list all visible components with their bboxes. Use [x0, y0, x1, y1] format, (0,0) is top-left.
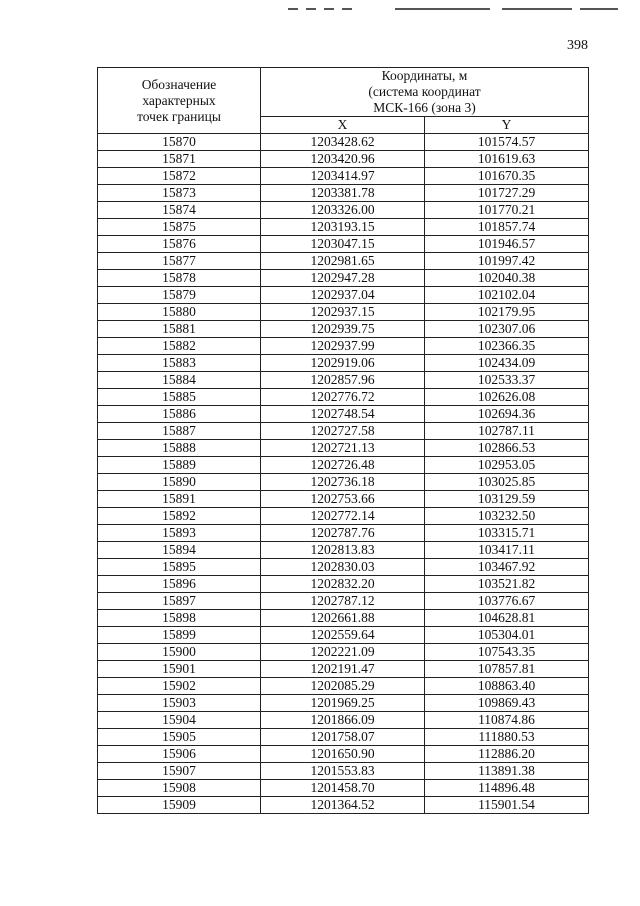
point-id-cell: 15899: [98, 627, 261, 644]
x-coordinate-cell: 1202748.54: [261, 406, 425, 423]
table-row: [98, 236, 589, 253]
x-coordinate-cell: 1202813.83: [261, 542, 425, 559]
table-row: [98, 219, 589, 236]
table-row: [98, 270, 589, 287]
point-id-cell: 15908: [98, 780, 261, 797]
x-coordinate-cell: 1202661.88: [261, 610, 425, 627]
y-coordinate-cell: 102694.36: [425, 406, 589, 423]
x-coordinate-cell: 1202085.29: [261, 678, 425, 695]
y-coordinate-cell: 113891.38: [425, 763, 589, 780]
y-coordinate-cell: 107543.35: [425, 644, 589, 661]
y-coordinate-cell: 102626.08: [425, 389, 589, 406]
y-coordinate-cell: 102434.09: [425, 355, 589, 372]
x-coordinate-cell: 1202753.66: [261, 491, 425, 508]
x-coordinate-cell: 1202857.96: [261, 372, 425, 389]
point-id-cell: 15909: [98, 797, 261, 814]
table-row: [98, 287, 589, 304]
y-coordinate-cell: 103521.82: [425, 576, 589, 593]
y-coordinate-cell: 102307.06: [425, 321, 589, 338]
table-row: [98, 457, 589, 474]
page-number: 398: [567, 38, 588, 53]
point-id-cell: 15879: [98, 287, 261, 304]
point-header-line: Обозначение: [141, 76, 217, 92]
coords-header-line: (система координат: [368, 84, 481, 99]
table-body: [98, 134, 589, 814]
y-coordinate-cell: 101727.29: [425, 185, 589, 202]
y-coordinate-cell: 102533.37: [425, 372, 589, 389]
point-id-cell: 15877: [98, 253, 261, 270]
table-row: [98, 355, 589, 372]
table-row: [98, 134, 589, 151]
y-coordinate-cell: 102866.53: [425, 440, 589, 457]
x-coordinate-cell: 1202559.64: [261, 627, 425, 644]
y-coordinate-cell: 107857.81: [425, 661, 589, 678]
y-coordinate-cell: 102102.04: [425, 287, 589, 304]
x-coordinate-cell: 1202919.06: [261, 355, 425, 372]
table-row: [98, 559, 589, 576]
y-coordinate-cell: 102179.95: [425, 304, 589, 321]
table-row: [98, 440, 589, 457]
point-header-line: характерных: [142, 92, 216, 108]
y-coordinate-cell: 111880.53: [425, 729, 589, 746]
x-coordinate-cell: 1202830.03: [261, 559, 425, 576]
table-row: [98, 610, 589, 627]
y-coordinate-cell: 101670.35: [425, 168, 589, 185]
table-row: [98, 763, 589, 780]
table-row: [98, 185, 589, 202]
point-header-line: точек границы: [137, 108, 221, 124]
y-coordinate-cell: 102953.05: [425, 457, 589, 474]
table-row: [98, 508, 589, 525]
point-id-cell: 15886: [98, 406, 261, 423]
x-column-header: X: [261, 117, 425, 134]
x-coordinate-cell: 1202937.99: [261, 338, 425, 355]
y-coordinate-cell: 115901.54: [425, 797, 589, 814]
x-coordinate-cell: 1201458.70: [261, 780, 425, 797]
table-row: [98, 338, 589, 355]
y-coordinate-cell: 114896.48: [425, 780, 589, 797]
x-coordinate-cell: 1203193.15: [261, 219, 425, 236]
coords-header-line: МСК-166 (зона 3): [373, 100, 476, 115]
y-coordinate-cell: 108863.40: [425, 678, 589, 695]
y-coordinate-cell: 102366.35: [425, 338, 589, 355]
point-id-cell: 15892: [98, 508, 261, 525]
table-row: [98, 593, 589, 610]
x-coordinate-cell: 1202937.15: [261, 304, 425, 321]
point-id-cell: 15888: [98, 440, 261, 457]
x-coordinate-cell: 1202736.18: [261, 474, 425, 491]
y-coordinate-cell: 102787.11: [425, 423, 589, 440]
y-coordinate-cell: 101946.57: [425, 236, 589, 253]
point-id-cell: 15884: [98, 372, 261, 389]
y-coordinate-cell: 103315.71: [425, 525, 589, 542]
y-coordinate-cell: 101619.63: [425, 151, 589, 168]
x-coordinate-cell: 1202787.12: [261, 593, 425, 610]
x-coordinate-cell: 1202221.09: [261, 644, 425, 661]
y-column-header: Y: [425, 117, 589, 134]
x-coordinate-cell: 1202727.58: [261, 423, 425, 440]
point-id-cell: 15878: [98, 270, 261, 287]
table-row: [98, 253, 589, 270]
x-coordinate-cell: 1201364.52: [261, 797, 425, 814]
x-coordinate-cell: 1203326.00: [261, 202, 425, 219]
x-coordinate-cell: 1203414.97: [261, 168, 425, 185]
point-id-cell: 15898: [98, 610, 261, 627]
x-coordinate-cell: 1203381.78: [261, 185, 425, 202]
coordinates-table: [97, 67, 589, 814]
point-id-cell: 15874: [98, 202, 261, 219]
table-row: [98, 389, 589, 406]
table-row: [98, 627, 589, 644]
table-row: [98, 797, 589, 814]
table-row: [98, 695, 589, 712]
point-id-cell: 15891: [98, 491, 261, 508]
table-row: [98, 644, 589, 661]
y-coordinate-cell: 103232.50: [425, 508, 589, 525]
y-coordinate-cell: 112886.20: [425, 746, 589, 763]
point-id-cell: 15900: [98, 644, 261, 661]
point-id-cell: 15904: [98, 712, 261, 729]
table-row: [98, 202, 589, 219]
point-id-cell: 15870: [98, 134, 261, 151]
table-row: [98, 321, 589, 338]
point-id-cell: 15880: [98, 304, 261, 321]
point-id-cell: 15872: [98, 168, 261, 185]
table-row: [98, 780, 589, 797]
y-coordinate-cell: 103025.85: [425, 474, 589, 491]
table-row: [98, 491, 589, 508]
point-id-cell: 15907: [98, 763, 261, 780]
point-id-cell: 15889: [98, 457, 261, 474]
x-coordinate-cell: 1202832.20: [261, 576, 425, 593]
table-row: [98, 423, 589, 440]
x-coordinate-cell: 1202776.72: [261, 389, 425, 406]
point-id-cell: 15875: [98, 219, 261, 236]
x-coordinate-cell: 1202981.65: [261, 253, 425, 270]
table-row: [98, 576, 589, 593]
y-coordinate-cell: 105304.01: [425, 627, 589, 644]
point-id-cell: 15887: [98, 423, 261, 440]
point-id-cell: 15903: [98, 695, 261, 712]
y-coordinate-cell: 109869.43: [425, 695, 589, 712]
y-coordinate-cell: 103129.59: [425, 491, 589, 508]
point-id-cell: 15906: [98, 746, 261, 763]
table-row: [98, 304, 589, 321]
table-row: [98, 746, 589, 763]
table-row: [98, 372, 589, 389]
coords-header-line: Координаты, м: [381, 68, 468, 83]
x-coordinate-cell: 1203420.96: [261, 151, 425, 168]
x-coordinate-cell: 1201758.07: [261, 729, 425, 746]
table-row: [98, 729, 589, 746]
x-coordinate-cell: 1202721.13: [261, 440, 425, 457]
point-id-cell: 15885: [98, 389, 261, 406]
point-id-cell: 15876: [98, 236, 261, 253]
table-row: [98, 712, 589, 729]
y-coordinate-cell: 103467.92: [425, 559, 589, 576]
y-coordinate-cell: 103776.67: [425, 593, 589, 610]
table-row: [98, 168, 589, 185]
point-id-cell: 15882: [98, 338, 261, 355]
table-row: [98, 542, 589, 559]
y-coordinate-cell: 103417.11: [425, 542, 589, 559]
y-coordinate-cell: 104628.81: [425, 610, 589, 627]
y-coordinate-cell: 101997.42: [425, 253, 589, 270]
point-id-cell: 15896: [98, 576, 261, 593]
table-row: [98, 406, 589, 423]
x-coordinate-cell: 1203428.62: [261, 134, 425, 151]
point-id-cell: 15871: [98, 151, 261, 168]
scan-artifact-marks: [280, 8, 620, 11]
x-coordinate-cell: 1201969.25: [261, 695, 425, 712]
table-row: [98, 151, 589, 168]
point-id-cell: 15895: [98, 559, 261, 576]
table-row: [98, 525, 589, 542]
x-coordinate-cell: 1202772.14: [261, 508, 425, 525]
table-row: [98, 678, 589, 695]
point-id-cell: 15890: [98, 474, 261, 491]
table-row: [98, 474, 589, 491]
x-coordinate-cell: 1203047.15: [261, 236, 425, 253]
point-id-cell: 15902: [98, 678, 261, 695]
x-coordinate-cell: 1202939.75: [261, 321, 425, 338]
point-id-cell: 15893: [98, 525, 261, 542]
point-designation-header: [98, 68, 261, 134]
x-coordinate-cell: 1202787.76: [261, 525, 425, 542]
x-coordinate-cell: 1202726.48: [261, 457, 425, 474]
point-id-cell: 15883: [98, 355, 261, 372]
point-id-cell: 15905: [98, 729, 261, 746]
coordinates-header: [261, 68, 589, 117]
point-id-cell: 15901: [98, 661, 261, 678]
y-coordinate-cell: 101857.74: [425, 219, 589, 236]
x-coordinate-cell: 1202947.28: [261, 270, 425, 287]
x-coordinate-cell: 1201866.09: [261, 712, 425, 729]
y-coordinate-cell: 101770.21: [425, 202, 589, 219]
point-id-cell: 15897: [98, 593, 261, 610]
x-coordinate-cell: 1202191.47: [261, 661, 425, 678]
x-coordinate-cell: 1201650.90: [261, 746, 425, 763]
table-row: [98, 661, 589, 678]
point-id-cell: 15873: [98, 185, 261, 202]
x-coordinate-cell: 1202937.04: [261, 287, 425, 304]
y-coordinate-cell: 102040.38: [425, 270, 589, 287]
point-id-cell: 15894: [98, 542, 261, 559]
y-coordinate-cell: 110874.86: [425, 712, 589, 729]
y-coordinate-cell: 101574.57: [425, 134, 589, 151]
x-coordinate-cell: 1201553.83: [261, 763, 425, 780]
point-id-cell: 15881: [98, 321, 261, 338]
